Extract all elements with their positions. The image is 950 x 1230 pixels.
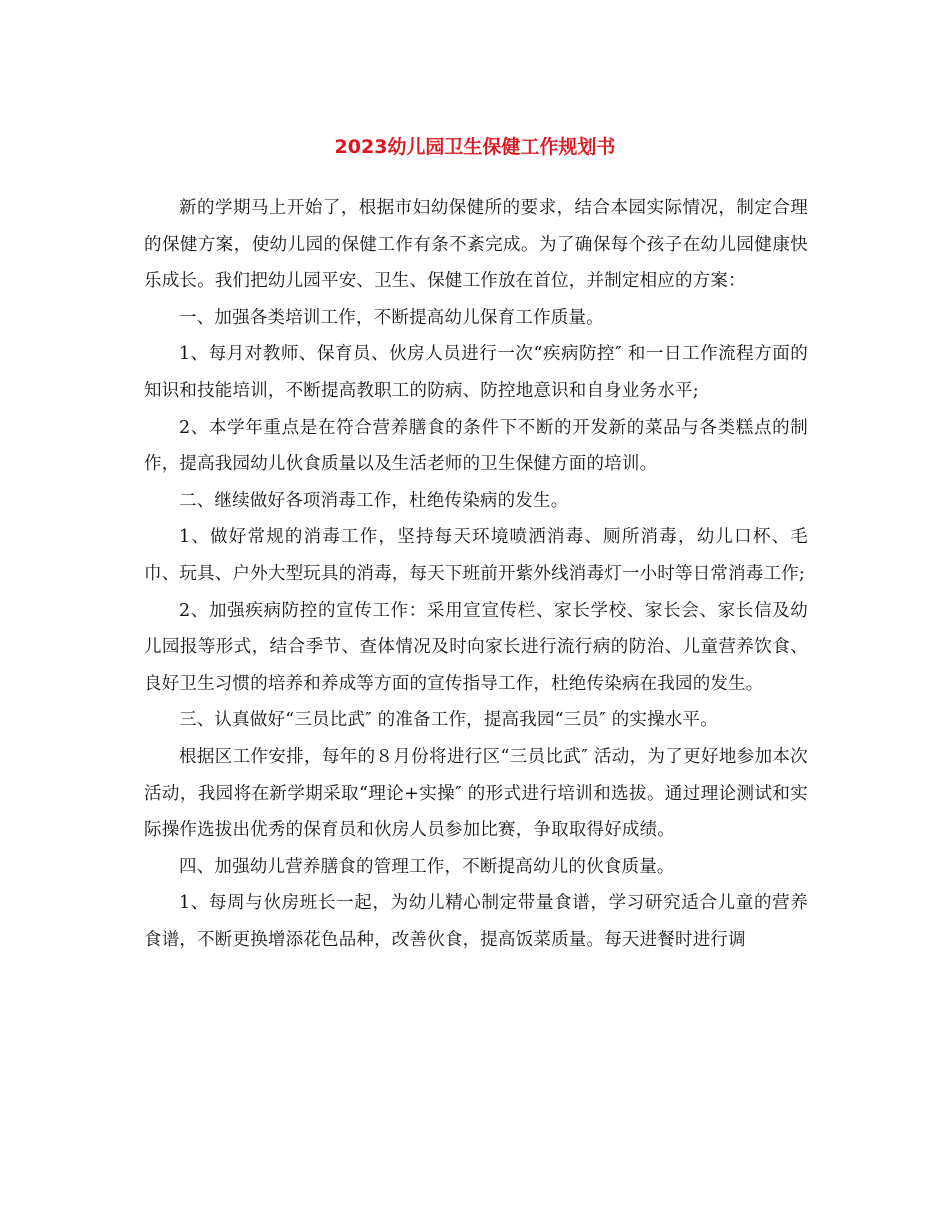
section-heading-3: 三、认真做好“三员比武″ 的准备工作，提高我园“三员″ 的实操水平。 xyxy=(179,710,718,731)
section-heading-2: 二、继续做好各项消毒工作，杜绝传染病的发生。 xyxy=(179,490,569,511)
section-heading-1: 一、加强各类培训工作，不断提高幼儿保育工作质量。 xyxy=(179,307,604,328)
paragraph-2-2: 2、加强疾病防控的宣传工作：采用宣宣传栏、家长学校、家长会、家长信及幼儿园报等形式，结合季节、查体情况及时向家长进行流行病的防治、儿童营养饮食、良好卫生习惯的培养和养成等方面的宣传指导工作，杜绝传染病在我园的发生。 xyxy=(144,600,808,694)
paragraph-2-1: 1、做好常规的消毒工作，坚持每天环境喷洒消毒、厕所消毒，幼儿口杯、毛巾、玩具、户外大型玩具的消毒，每天下班前开紫外线消毒灯一小时等日常消毒工作; xyxy=(144,527,808,584)
paragraph-1-1: 1、每月对教师、保育员、伙房人员进行一次“疾病防控″ 和一日工作流程方面的知识和技能培训，不断提高教职工的防病、防控地意识和自身业务水平; xyxy=(144,344,808,401)
document-title: 2023幼儿园卫生保健工作规划书 xyxy=(334,136,616,158)
paragraph-3-1: 根据区工作安排，每年的８月份将进行区“三员比武″ 活动，为了更好地参加本次活动，我园将在新学期采取“理论+实操″ 的形式进行培训和选拔。通过理论测试和实际操作选拔出优秀的保育员和伙房人员参加比赛，争取取得好成绩。 xyxy=(144,746,808,841)
document-body xyxy=(144,190,808,958)
paragraph-1-2: 2、本学年重点是在符合营养膳食的条件下不断的开发新的菜品与各类糕点的制作，提高我园幼儿伙食质量以及生活老师的卫生保健方面的培训。 xyxy=(144,417,808,475)
section-heading-4: 四、加强幼儿营养膳食的管理工作，不断提高幼儿的伙食质量。 xyxy=(179,856,675,877)
paragraph-intro: 新的学期马上开始了，根据市妇幼保健所的要求，结合本园实际情况，制定合理的保健方案，使幼儿园的保健工作有条不紊完成。为了确保每个孩子在幼儿园健康快乐成长。我们把幼儿园平安、卫生、保健工作放在首位，并制定相应的方案： xyxy=(144,198,808,292)
paragraph-4-1: 1、每周与伙房班长一起，为幼儿精心制定带量食谱，学习研究适合儿童的营养食谱，不断更换增添花色品种，改善伙食，提高饭菜质量。每天进餐时进行调 xyxy=(144,893,808,950)
